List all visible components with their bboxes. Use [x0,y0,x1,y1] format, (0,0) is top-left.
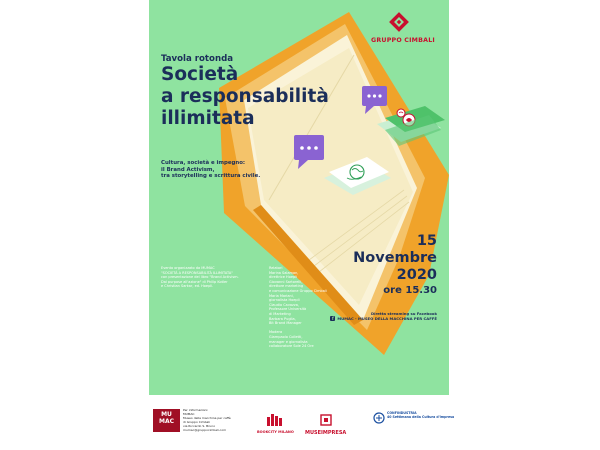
facebook-icon: f [332,316,334,321]
moderator-line: collaboratore Sole 24 Ore [269,344,314,349]
mumac-logo [153,409,180,432]
speaker-line: Maria Mariani, [269,293,294,298]
info-line: via Riccardo S. Bruno [183,423,216,428]
info-line: Per informazioni: [183,408,209,412]
event-month: Novembre [353,250,437,266]
title-line: Società [161,64,239,85]
moderator-line: Giampaolo Colletti, [269,334,303,339]
subtitle-line: il Brand Activism, [161,166,215,173]
gruppo-cimbali-logo-icon [389,12,409,32]
moderator-line: manager e giornalista [269,339,308,344]
info-line: Museo della macchina per caffè [183,415,231,420]
intro-line: Dal purpose all'azione" di Philip Kotler [161,279,228,284]
mumac-logo-line: MAC [158,418,175,425]
title-line: a responsabilità [161,86,329,107]
sponsor-name: CONFINDUSTRIA [387,411,417,415]
speaker-line: Claudio Cavazza, [269,302,299,307]
speaker-line: direttore marketing [269,284,304,289]
sponsor-sub: 40 Settimana della Cultura d'Impresa [387,415,455,419]
event-poster [149,0,449,395]
speaker-line: Marina Salamon, [269,270,299,275]
intro-line: con presentazione del libro "Brand Activism. [161,275,239,280]
event-title [161,64,329,130]
brand-name: GRUPPO CIMBALI [371,37,435,44]
speaker-line: giornalista Hoepli [269,298,300,303]
subtitle-line: Cultura, società e impegno: [161,160,246,166]
speaker-line: Barbara Puglia, [269,316,296,321]
confindustria-logo [373,411,455,425]
subtitle-line: tra storytelling e scrittura civile. [161,173,261,180]
mumac-logo-line: MU [161,411,172,418]
museimpresa-logo [305,411,346,436]
speaker-line: e comunicazione Gruppo Cimbali [269,288,327,293]
event-time: ore 15.30 [383,285,437,296]
museimpresa-icon [320,414,332,426]
sponsor-name: MUSEIMPRESA [305,430,347,436]
speaker-line: di Marketing [269,311,291,316]
sponsor-footer [149,395,455,440]
bookcity-logo [257,411,294,434]
info-line: MUMAC [183,411,195,416]
speakers-list [269,266,327,349]
moderator-line: Modera [269,330,283,335]
title-line: illimitata [161,108,255,129]
event-date [353,233,437,297]
event-year: 2020 [396,267,437,283]
sponsor-name: BOOKCITY MILANO [257,430,294,434]
intro-line: "SOCIETÀ A RESPONSABILITÀ ILLIMITATA" [161,270,233,275]
streaming-line: Diretta streaming su Facebook [370,311,437,316]
streaming-info [330,311,437,321]
intro-line: Evento organizzato da MUMAC [161,266,215,270]
speaker-line: Relatori [269,266,283,270]
info-line[interactable]: mumac@gruppocimbali.com [183,427,227,432]
confindustria-icon [373,411,385,425]
event-day: 15 [416,233,437,249]
info-line: di Gruppo Cimbali [183,419,211,424]
speaker-line: Giovanni Sartorelli, [269,279,303,284]
intro-line: e Christian Sarkar, ed. Hoepli. [161,284,214,289]
mumac-contact-info [183,409,231,432]
bookcity-icon [266,414,284,426]
streaming-page-name: MUMAC - MUSEO DELLA MACCHINA PER CAFFÈ [337,316,437,321]
event-intro [161,266,239,289]
event-kicker: Tavola rotonda [161,54,234,64]
speaker-line: Bit Brand Manager [269,321,302,326]
speaker-line: Professore Università [269,307,307,312]
speaker-line: direttrice Hoepli [269,275,298,280]
event-subtitle [161,160,260,180]
streaming-page[interactable] [330,316,437,321]
